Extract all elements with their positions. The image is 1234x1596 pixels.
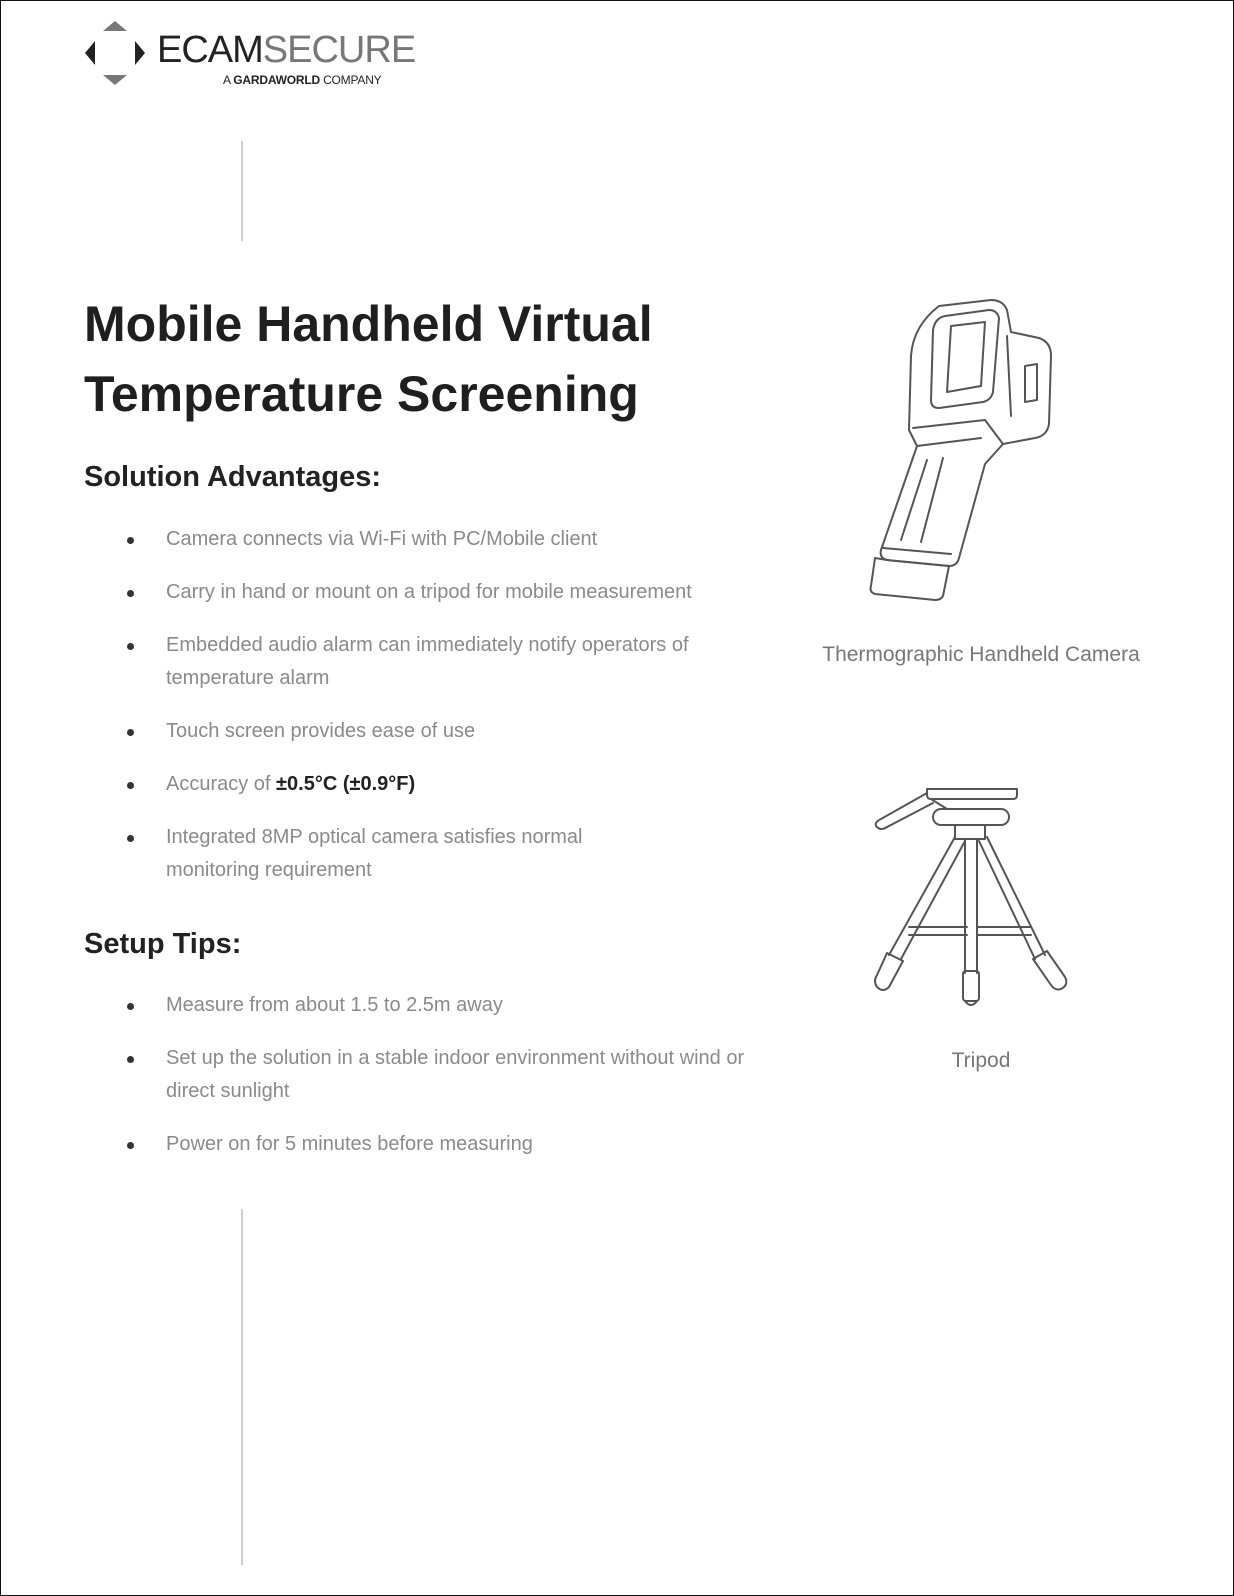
bullet-icon bbox=[127, 782, 134, 789]
setup-tips-list bbox=[1, 989, 771, 1181]
title-line-1: Mobile Handheld Virtual bbox=[84, 296, 653, 352]
advantages-list bbox=[1, 523, 771, 907]
list-item bbox=[1, 523, 771, 556]
bullet-icon bbox=[127, 835, 134, 842]
advantage-text: Carry in hand or mount on a tripod for mobile measurement bbox=[166, 581, 692, 603]
tripod-illustration bbox=[869, 783, 1079, 1013]
bullet-icon bbox=[127, 1056, 134, 1063]
bullet-icon bbox=[127, 537, 134, 544]
advantage-text: Touch screen provides ease of use bbox=[166, 720, 476, 742]
decorative-divider-top bbox=[241, 141, 243, 241]
list-item bbox=[1, 629, 706, 695]
tagline-prefix: A bbox=[223, 73, 234, 87]
list-item bbox=[1, 1042, 766, 1108]
advantage-text: Integrated 8MP optical camera satisfies normal monitoring requirement bbox=[166, 826, 583, 881]
accuracy-prefix: Accuracy of bbox=[166, 773, 277, 795]
thermal-camera-illustration bbox=[861, 296, 1081, 616]
list-item bbox=[1, 989, 771, 1022]
bullet-icon bbox=[127, 729, 134, 736]
list-item bbox=[1, 768, 771, 801]
bullet-icon bbox=[127, 1003, 134, 1010]
list-item bbox=[1, 1128, 771, 1161]
bullet-icon bbox=[127, 590, 134, 597]
logo-wordmark bbox=[157, 31, 415, 69]
tip-text: Set up the solution in a stable indoor environment without wind or direct sunlight bbox=[166, 1047, 745, 1102]
logo-tagline bbox=[223, 73, 381, 87]
tagline-suffix: COMPANY bbox=[319, 73, 382, 87]
advantage-text: Embedded audio alarm can immediately notify operators of temperature alarm bbox=[166, 634, 689, 689]
bullet-icon bbox=[127, 643, 134, 650]
camera-caption: Thermographic Handheld Camera bbox=[822, 643, 1140, 666]
ecamsecure-logo bbox=[83, 19, 416, 87]
list-item bbox=[1, 821, 606, 887]
diamond-logo-icon bbox=[83, 19, 153, 87]
advantages-heading: Solution Advantages: bbox=[84, 461, 381, 493]
advantage-text: Camera connects via Wi-Fi with PC/Mobile client bbox=[166, 528, 598, 550]
title-line-2: Temperature Screening bbox=[84, 366, 639, 422]
tip-text: Power on for 5 minutes before measuring bbox=[166, 1133, 533, 1155]
accuracy-value: ±0.5°C (±0.9°F) bbox=[276, 773, 416, 795]
tripod-caption: Tripod bbox=[951, 1049, 1011, 1072]
decorative-divider-bottom bbox=[241, 1209, 243, 1565]
logo-secure: SECURE bbox=[262, 29, 416, 71]
tagline-brand: GARDAWORLD bbox=[233, 73, 320, 87]
setup-tips-heading: Setup Tips: bbox=[84, 928, 242, 960]
bullet-icon bbox=[127, 1142, 134, 1149]
page-title bbox=[84, 289, 744, 429]
list-item bbox=[1, 715, 771, 748]
list-item bbox=[1, 576, 771, 609]
logo-ecam: ECAM bbox=[157, 29, 263, 71]
tip-text: Measure from about 1.5 to 2.5m away bbox=[166, 994, 503, 1016]
